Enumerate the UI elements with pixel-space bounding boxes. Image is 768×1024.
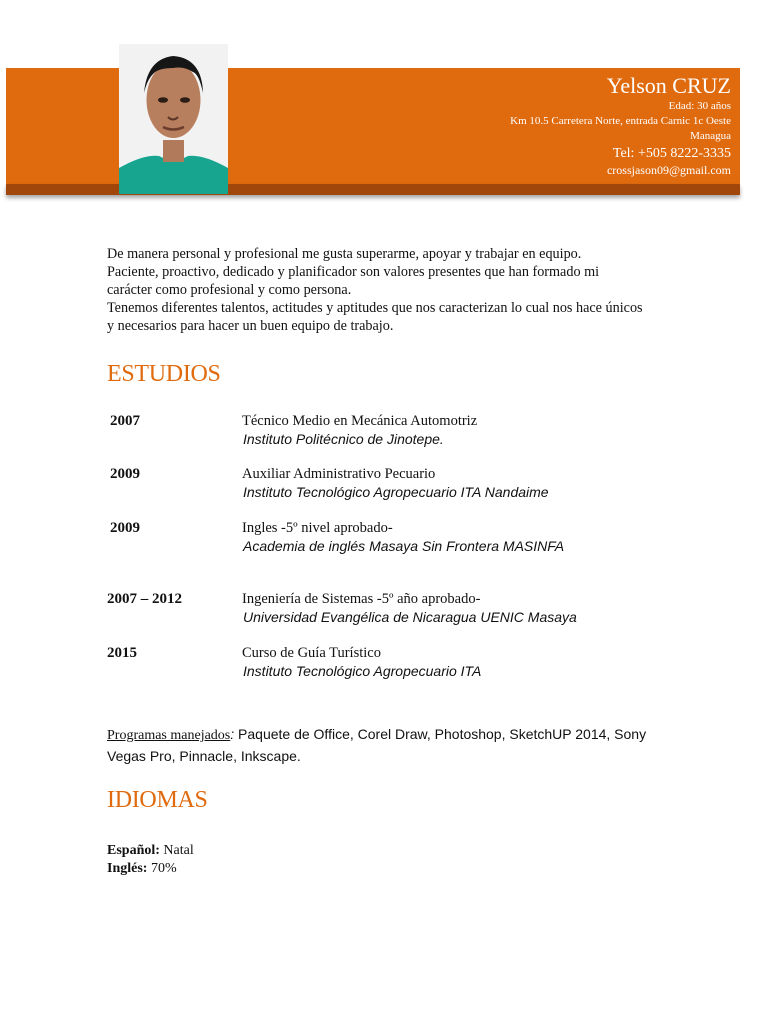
language-level: 70% (147, 861, 177, 876)
profile-summary (107, 245, 647, 335)
summary-line-1: De manera personal y profesional me gusta superarme, apoyar y trabajar en equipo. (107, 246, 582, 262)
education-title: Auxiliar Administrativo Pecuario (242, 466, 436, 482)
education-year: 2007 (110, 413, 140, 429)
software-separator: : (230, 726, 235, 742)
age-text: Edad: 30 años (668, 100, 731, 112)
candidate-name: Yelson CRUZ (606, 73, 731, 98)
summary-line-2: Paciente, proactivo, dedicado y planificador son valores presentes que han formado mi carácter como profesional y como persona. (107, 264, 600, 298)
education-school: Instituto Tecnológico Agropecuario ITA Nandaime (243, 484, 549, 500)
languages-list (107, 842, 194, 878)
language-name: Inglés: (107, 861, 148, 876)
section-title-idiomas: IDIOMAS (107, 787, 208, 813)
education-title: Ingles -5º nivel aprobado- (242, 520, 393, 536)
software-list: Paquete de Office, Corel Draw, Photoshop, SketchUP 2014, Sony Vegas Pro, Pinnacle, Inkscape. (107, 726, 647, 764)
language-name: Español: (107, 843, 160, 858)
address-text: Km 10.5 Carretera Norte, entrada Carnic 1c Oeste (510, 115, 731, 127)
software-skills (107, 724, 667, 766)
education-year: 2015 (107, 645, 137, 661)
phone-text: Tel: +505 8222-3335 (612, 146, 731, 161)
education-year: 2009 (110, 466, 140, 482)
language-level: Natal (159, 843, 194, 858)
education-year: 2009 (110, 520, 140, 536)
header-shadow (6, 184, 740, 195)
language-item (107, 860, 194, 878)
education-school: Academia de inglés Masaya Sin Frontera MASINFA (243, 538, 565, 554)
education-title: Curso de Guía Turístico (242, 645, 381, 661)
education-title: Ingeniería de Sistemas -5º año aprobado- (242, 591, 481, 607)
email-text: crossjason09@gmail.com (606, 163, 731, 177)
education-school: Instituto Politécnico de Jinotepe. (243, 431, 444, 447)
section-title-estudios: ESTUDIOS (107, 361, 221, 387)
city-text: Managua (690, 130, 731, 142)
summary-line-3: Tenemos diferentes talentos, actitudes y aptitudes que nos caracterizan lo cual nos hace únicos y necesarios para hacer un buen equipo de trabajo. (107, 300, 643, 334)
education-school: Universidad Evangélica de Nicaragua UENIC Masaya (243, 609, 577, 625)
contact-block (371, 72, 731, 178)
software-label: Programas manejados (107, 728, 231, 743)
education-school: Instituto Tecnológico Agropecuario ITA (243, 663, 482, 679)
education-title: Técnico Medio en Mecánica Automotriz (242, 413, 478, 429)
profile-photo (119, 44, 228, 194)
education-year: 2007 – 2012 (107, 591, 182, 607)
language-item (107, 842, 194, 860)
